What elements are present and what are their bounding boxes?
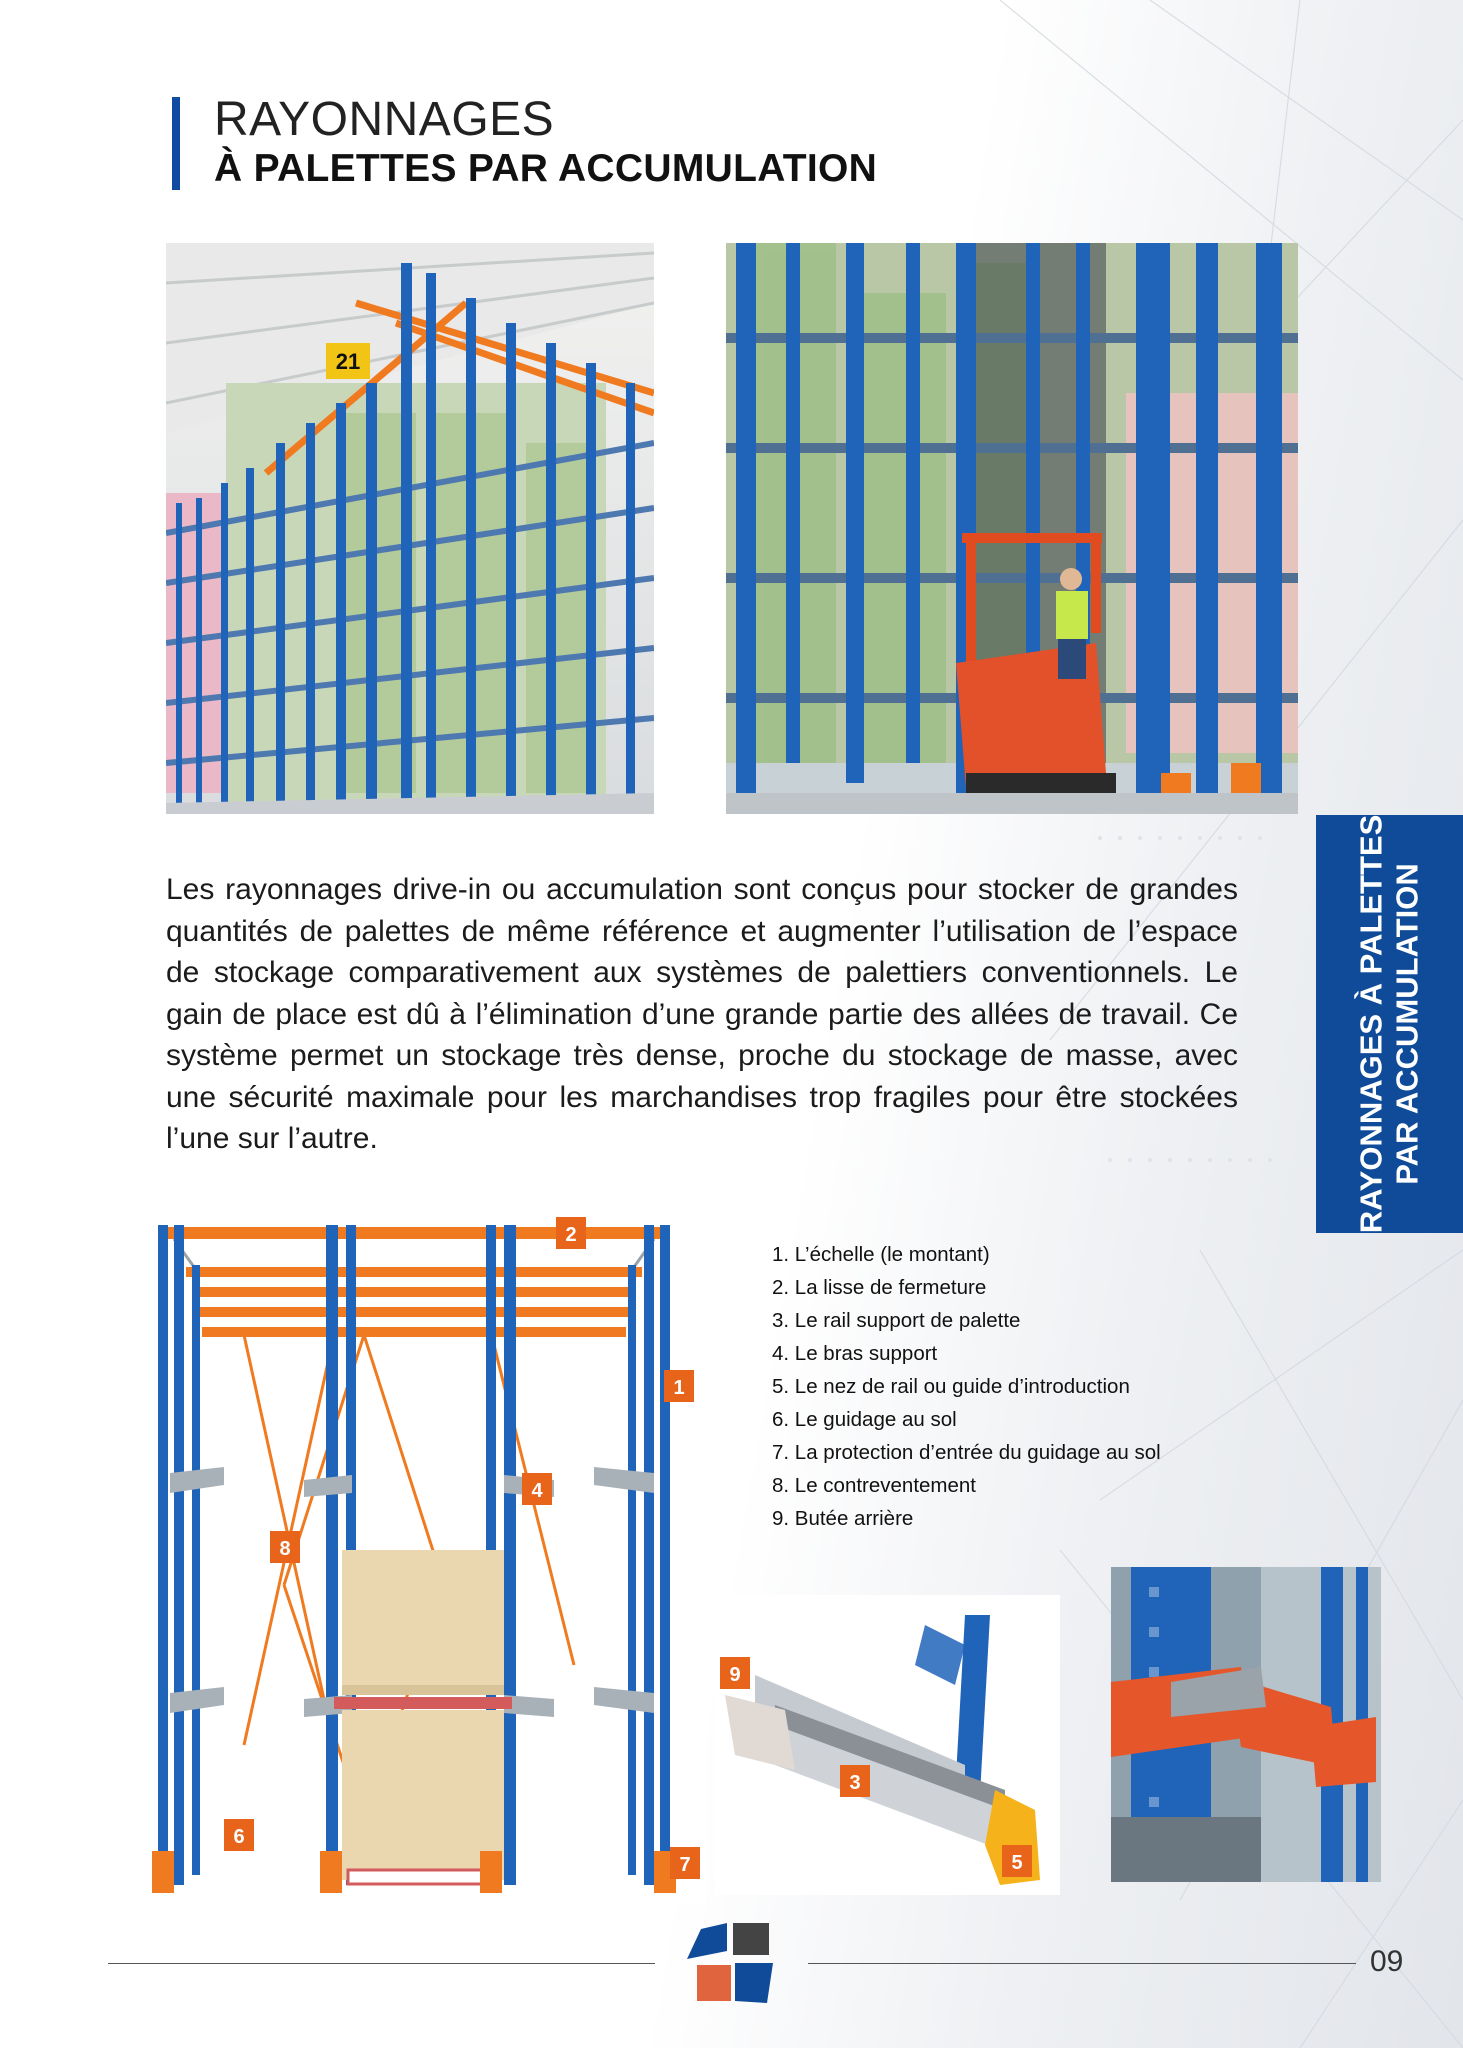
body-paragraph: Les rayonnages drive-in ou accumulation sont conçus pour stocker de grandes quantités de palettes de même référence et augmenter l’utilisation de l’espace de stockage comparativement aux systèmes de palettiers conventionnels. Le gain de place est dû à l’élimination d’une grande partie des allées de travail. Ce système permet un stockage très dense, proche du stockage de masse, avec une sécurité maximale pour les marchandises trop fragiles pour être stockées l’une sur l’autre. xyxy=(166,873,1238,1155)
title-accent-bar xyxy=(172,97,180,190)
page-title-line2: À PALETTES PAR ACCUMULATION xyxy=(214,147,878,190)
aisle-number-sign: 21 xyxy=(335,349,361,374)
rack-structure-diagram xyxy=(134,1205,706,1905)
legend-item-6: 6. Le guidage au sol xyxy=(772,1408,957,1431)
diagram-marker-2-label: 2 xyxy=(565,1224,577,1246)
page-title-line1: RAYONNAGES xyxy=(214,93,555,146)
diagram-marker-7-label: 7 xyxy=(679,1854,691,1876)
diagram-marker-8-label: 8 xyxy=(279,1538,291,1560)
diagram-marker-4-label: 4 xyxy=(531,1480,543,1502)
legend-item-7: 7. La protection d’entrée du guidage au sol xyxy=(772,1441,1161,1464)
diagram-marker-6-label: 6 xyxy=(233,1826,245,1848)
detail-marker-5-label: 5 xyxy=(1011,1852,1023,1874)
legend-item-3: 3. Le rail support de palette xyxy=(772,1309,1021,1332)
detail-marker-9-label: 9 xyxy=(729,1664,741,1686)
legend-item-5: 5. Le nez de rail ou guide d’introduction xyxy=(772,1375,1130,1398)
legend-item-1: 1. L’échelle (le montant) xyxy=(772,1243,990,1266)
diagram-marker-1-label: 1 xyxy=(673,1377,685,1399)
forklift-in-drive-in-racking-photo xyxy=(726,243,1298,814)
side-tab-label-container xyxy=(1316,815,1463,1233)
legend-item-8: 8. Le contreventement xyxy=(772,1474,976,1497)
legend-item-2: 2. La lisse de fermeture xyxy=(772,1276,987,1299)
rail-support-detail-photo xyxy=(1111,1567,1381,1882)
side-tab-line2: PAR ACCUMULATION xyxy=(1389,863,1425,1185)
rail-detail-diagram xyxy=(715,1595,1060,1895)
legend-item-4: 4. Le bras support xyxy=(772,1342,938,1365)
company-logo-icon xyxy=(687,1921,775,2007)
footer-rule-left xyxy=(108,1963,655,1964)
legend-item-9: 9. Butée arrière xyxy=(772,1507,914,1530)
side-tab-line1: RAYONNAGES À PALETTES xyxy=(1353,814,1389,1234)
page-number: 09 xyxy=(1370,1945,1404,1978)
drive-in-racking-warehouse-photo xyxy=(166,243,654,814)
component-legend-list xyxy=(772,1238,1172,1535)
footer-rule-right xyxy=(808,1963,1356,1964)
detail-marker-3-label: 3 xyxy=(849,1772,861,1794)
